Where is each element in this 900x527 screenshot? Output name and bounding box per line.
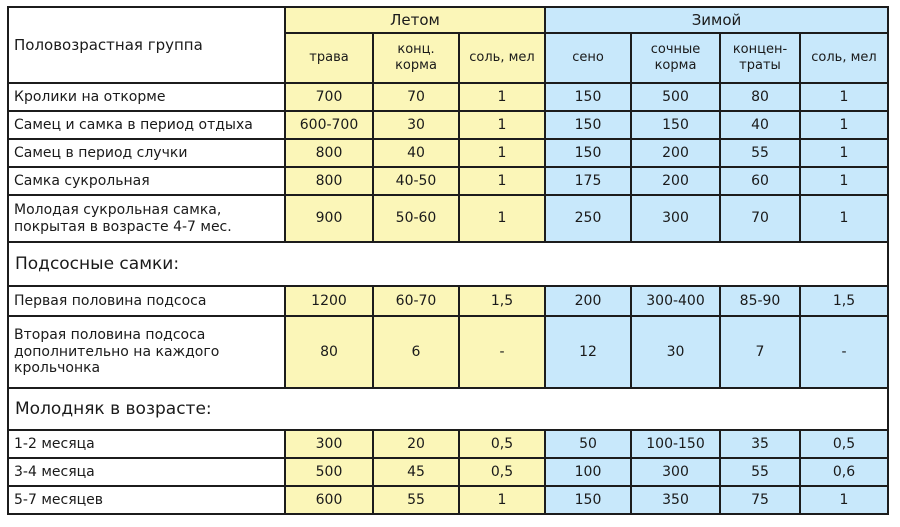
cell: 300 xyxy=(631,195,720,242)
cell: 6 xyxy=(373,316,459,388)
row-label: 3-4 месяца xyxy=(8,458,285,486)
col-header-hay: сено xyxy=(545,33,631,83)
col-header-grass: трава xyxy=(285,33,373,83)
group-column-header: Половозрастная группа xyxy=(8,7,285,83)
cell: 0,5 xyxy=(459,430,545,458)
row-label: Самец в период случки xyxy=(8,139,285,167)
col-header-succulent: сочные корма xyxy=(631,33,720,83)
cell: 600-700 xyxy=(285,111,373,139)
cell: 150 xyxy=(545,139,631,167)
cell: 40-50 xyxy=(373,167,459,195)
cell: 250 xyxy=(545,195,631,242)
cell: 1 xyxy=(459,195,545,242)
row-label: Вторая половина подсоса дополнительно на каждого крольчонка xyxy=(8,316,285,388)
cell: 100 xyxy=(545,458,631,486)
table-row xyxy=(8,111,888,139)
col-header-salt-winter: соль, мел xyxy=(800,33,888,83)
cell: 1 xyxy=(459,486,545,514)
cell: 20 xyxy=(373,430,459,458)
cell: 1 xyxy=(800,167,888,195)
cell: 1 xyxy=(800,195,888,242)
cell: 1,5 xyxy=(800,286,888,316)
col-header-concentrate-summer: конц. корма xyxy=(373,33,459,83)
cell: 70 xyxy=(373,83,459,111)
cell: - xyxy=(800,316,888,388)
cell: 1 xyxy=(459,139,545,167)
row-label: 5-7 месяцев xyxy=(8,486,285,514)
cell: 150 xyxy=(545,83,631,111)
cell: 60-70 xyxy=(373,286,459,316)
row-label: Первая половина подсоса xyxy=(8,286,285,316)
cell: 1 xyxy=(800,111,888,139)
cell: 55 xyxy=(720,458,800,486)
table-row xyxy=(8,195,888,242)
cell: 1200 xyxy=(285,286,373,316)
cell: 700 xyxy=(285,83,373,111)
table-row xyxy=(8,430,888,458)
cell: 350 xyxy=(631,486,720,514)
cell: 1,5 xyxy=(459,286,545,316)
cell: 30 xyxy=(373,111,459,139)
cell: 80 xyxy=(285,316,373,388)
cell: 800 xyxy=(285,139,373,167)
cell: 150 xyxy=(545,111,631,139)
cell: 0,5 xyxy=(800,430,888,458)
col-header-concentrate-winter: концен-траты xyxy=(720,33,800,83)
cell: 1 xyxy=(459,83,545,111)
cell: 1 xyxy=(459,111,545,139)
cell: 80 xyxy=(720,83,800,111)
row-label: Самка сукрольная xyxy=(8,167,285,195)
row-label: Самец и самка в период отдыха xyxy=(8,111,285,139)
table-row xyxy=(8,486,888,514)
cell: 45 xyxy=(373,458,459,486)
cell: 0,5 xyxy=(459,458,545,486)
cell: 300 xyxy=(285,430,373,458)
section-heading-young-stock: Молодняк в возрасте: xyxy=(8,388,888,430)
cell: 150 xyxy=(545,486,631,514)
cell: 75 xyxy=(720,486,800,514)
table-row xyxy=(8,167,888,195)
cell: 60 xyxy=(720,167,800,195)
table-row xyxy=(8,139,888,167)
cell: 200 xyxy=(631,139,720,167)
cell: 1 xyxy=(459,167,545,195)
summer-group-header: Летом xyxy=(285,7,545,33)
cell: 200 xyxy=(545,286,631,316)
cell: 35 xyxy=(720,430,800,458)
row-label: Кролики на откорме xyxy=(8,83,285,111)
cell: 1 xyxy=(800,139,888,167)
cell: 85-90 xyxy=(720,286,800,316)
table-row xyxy=(8,458,888,486)
cell: 12 xyxy=(545,316,631,388)
cell: 175 xyxy=(545,167,631,195)
cell: 300 xyxy=(631,458,720,486)
cell: 900 xyxy=(285,195,373,242)
section-heading-nursing-does: Подсосные самки: xyxy=(8,242,888,286)
cell: 50 xyxy=(545,430,631,458)
cell: 500 xyxy=(285,458,373,486)
cell: 7 xyxy=(720,316,800,388)
cell: 300-400 xyxy=(631,286,720,316)
cell: 100-150 xyxy=(631,430,720,458)
cell: 200 xyxy=(631,167,720,195)
winter-group-header: Зимой xyxy=(545,7,888,33)
cell: 800 xyxy=(285,167,373,195)
cell: 55 xyxy=(373,486,459,514)
cell: 600 xyxy=(285,486,373,514)
cell: 50-60 xyxy=(373,195,459,242)
cell: 0,6 xyxy=(800,458,888,486)
cell: 500 xyxy=(631,83,720,111)
row-label: 1-2 месяца xyxy=(8,430,285,458)
row-label: Молодая сукрольная самка, покрытая в возрасте 4-7 мес. xyxy=(8,195,285,242)
col-header-salt-summer: соль, мел xyxy=(459,33,545,83)
cell: 70 xyxy=(720,195,800,242)
cell: 150 xyxy=(631,111,720,139)
feed-norms-table xyxy=(7,6,889,515)
table-row xyxy=(8,286,888,316)
cell: 40 xyxy=(373,139,459,167)
cell: 55 xyxy=(720,139,800,167)
cell: 1 xyxy=(800,83,888,111)
cell: 1 xyxy=(800,486,888,514)
cell: - xyxy=(459,316,545,388)
cell: 30 xyxy=(631,316,720,388)
table-row xyxy=(8,83,888,111)
table-row xyxy=(8,316,888,388)
cell: 40 xyxy=(720,111,800,139)
